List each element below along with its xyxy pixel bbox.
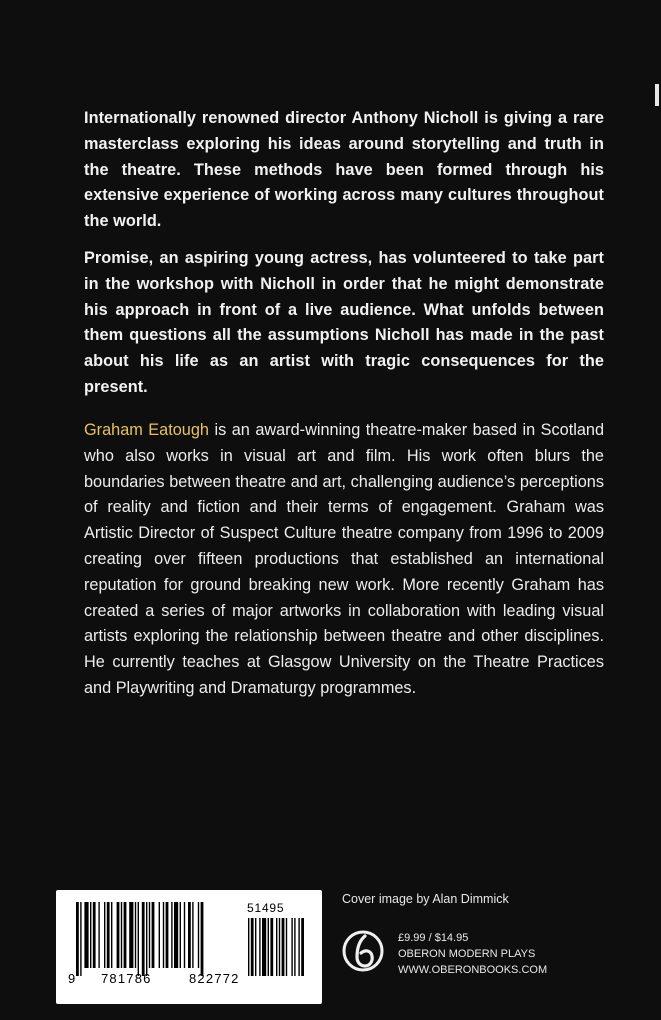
barcode-addon-bar	[259, 918, 260, 976]
barcode-bar	[166, 902, 169, 968]
barcode-addon-bar	[301, 918, 304, 976]
barcode-addon-bar	[268, 918, 269, 976]
barcode-bar	[111, 902, 112, 968]
barcode-bar	[198, 902, 199, 968]
spine-edge-mark	[655, 84, 659, 106]
barcode-addon-bar	[251, 918, 254, 976]
barcode-bar	[121, 902, 122, 968]
barcode-addon-bar	[279, 918, 280, 976]
barcode-addon-bar	[248, 918, 249, 976]
oberon-logo-icon	[341, 929, 385, 973]
barcode-addon-bar	[270, 918, 273, 976]
barcode-bar	[174, 902, 178, 968]
barcode-addon-bar	[286, 918, 287, 976]
barcode-bar	[98, 902, 99, 968]
blurb-paragraph-2: Promise, an aspiring young actress, has volunteered to take part in the workshop with Nicholl in order that he might demonstrate his approach in front of a live audience. What unfolds between them questions all the assumptions Nicholl has made in the past about his life as an artist with tragic consequences for the present.	[84, 248, 604, 396]
publisher-website: WWW.OBERONBOOKS.COM	[398, 964, 548, 976]
barcode-bar	[159, 902, 160, 968]
barcode-bar	[149, 902, 150, 968]
barcode-addon-bar	[255, 918, 256, 976]
author-bio-text: is an award-winning theatre-maker based in Scotland who also works in visual art and film. His work often blurs the boundaries between theatre and art, challenging audience’s perceptions of reality and fiction and their terms of engagement. Graham was Artistic Director of Suspect Culture theatre company from 1996 to 2009 creating over fifteen productions that established an international reputation for ground breaking new work. More recently Graham has created a series of major artworks in collaboration with leading visual artists exploring the relationship between theatre and other disciplines. He currently teaches at Glasgow University on the Theatre Practices and Playwriting and Dramaturgy programmes.	[84, 421, 604, 697]
barcode-bar	[201, 902, 204, 976]
barcode-bar	[84, 902, 88, 968]
barcode	[56, 890, 322, 1004]
barcode-bar	[76, 902, 79, 976]
blurb-paragraph-1: Internationally renowned director Anthony Nicholl is giving a rare masterclass exploring his ideas around storytelling and truth in the theatre. These methods have been formed through his extensive experience of working across many cultures throughout the world.	[84, 109, 604, 231]
blurb	[84, 106, 604, 412]
series-name: OBERON MODERN PLAYS	[398, 948, 536, 960]
barcode-addon-number: 51495	[247, 901, 285, 915]
barcode-bar	[188, 902, 191, 968]
barcode-bar	[163, 902, 164, 968]
author-name: Graham Eatough	[84, 421, 209, 439]
barcode-addon-bar	[282, 918, 285, 976]
isbn-group-1: 781786	[101, 971, 152, 986]
barcode-bar	[180, 902, 181, 968]
barcode-bar	[135, 902, 136, 968]
barcode-bar	[138, 902, 139, 976]
barcode-addon-bar	[262, 918, 266, 976]
barcode-bar	[90, 902, 91, 968]
author-bio	[84, 418, 604, 702]
isbn-lead-digit: 9	[68, 971, 77, 986]
barcode-bar	[184, 902, 185, 968]
barcode-bar	[93, 902, 96, 968]
barcode-bar	[171, 902, 172, 968]
barcode-bar	[104, 902, 105, 968]
barcode-bar	[129, 902, 133, 968]
barcode-bar	[192, 902, 193, 968]
barcode-bar	[146, 902, 147, 976]
barcode-bar	[117, 902, 120, 968]
barcode-bar	[107, 902, 110, 968]
barcode-bar	[152, 902, 155, 968]
publisher-info	[398, 930, 547, 978]
barcode-bar	[80, 902, 81, 976]
barcode-addon-bar	[298, 918, 299, 976]
price: £9.99 / $14.95	[398, 932, 469, 944]
isbn-group-2: 822772	[189, 971, 240, 986]
barcode-addon-bar	[291, 918, 292, 976]
barcode-addon-bar	[294, 918, 295, 976]
barcode-bar	[124, 902, 127, 968]
barcode-bar	[142, 902, 145, 976]
cover-credit: Cover image by Alan Dimmick	[342, 892, 509, 906]
barcode-addon-bar	[276, 918, 277, 976]
